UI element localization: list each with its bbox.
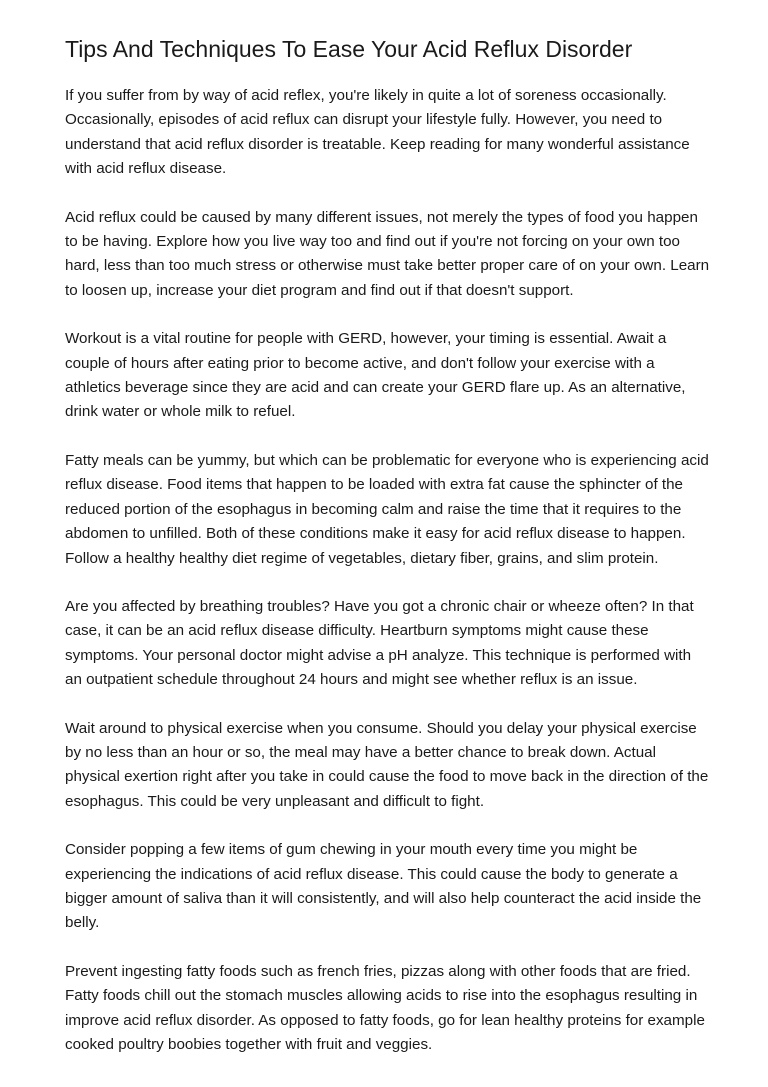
paragraph-6: Wait around to physical exercise when you consume. Should you delay your physical exercise by no less than an hour or so, the meal may have a better chance to break down. Actual physical exertion right after you take in could cause the food to move back in the direction of the esophagus. This could be very unpleasant and difficult to fight.: [65, 719, 709, 810]
page-title: Tips And Techniques To Ease Your Acid Reflux Disorder: [65, 36, 633, 62]
paragraph-4: Fatty meals can be yummy, but which can be problematic for everyone who is experiencing acid reflux disease. Food items that happen to be loaded with extra fat cause the sphincter of the reduced portion of the esophagus in becoming calm and raise the time that it requires to the abdomen to unfilled. Both of these conditions make it easy for acid reflux disease to happen. Follow a healthy healthy diet regime of vegetables, dietary fiber, grains, and slim protein.: [65, 451, 709, 567]
paragraph-7: Consider popping a few items of gum chewing in your mouth every time you might be experiencing the indications of acid reflux disease. This could cause the body to generate a bigger amount of saliva than it will consistently, and will also help counteract the acid inside the belly.: [65, 841, 702, 932]
paragraph-2: Acid reflux could be caused by many different issues, not merely the types of food you happen to be having. Explore how you live way too and find out if you're not forcing on your own too hard, less than too much stress or otherwise must take better proper care of on your own. Learn to loosen up, increase your diet program and find out if that doesn't support.: [65, 208, 710, 299]
paragraph-1: If you suffer from by way of acid reflex, you're likely in quite a lot of soreness occasionally. Occasionally, episodes of acid reflux can disrupt your lifestyle fully. However, you need to understand that acid reflux disorder is treatable. Keep reading for many wonderful assistance with acid reflux disease.: [65, 87, 690, 178]
paragraph-3: Workout is a vital routine for people with GERD, however, your timing is essential. Await a couple of hours after eating prior to become active, and don't follow your exercise with a athletics beverage since they are acid and can create your GERD flare up. As an alternative, drink water or whole milk to refuel.: [65, 330, 686, 421]
paragraph-8: Prevent ingesting fatty foods such as french fries, pizzas along with other foods that are fried. Fatty foods chill out the stomach muscles allowing acids to rise into the esophagus resulting in improve acid reflux disorder. As opposed to fatty foods, go for lean healthy proteins for example cooked poultry boobies together with fruit and veggies.: [65, 962, 705, 1053]
document-body: [65, 84, 710, 1081]
paragraph-5: Are you affected by breathing troubles? Have you got a chronic chair or wheeze often? In that case, it can be an acid reflux disease difficulty. Heartburn symptoms might cause these symptoms. Your personal doctor might advise a pH analyze. This technique is performed with an outpatient schedule throughout 24 hours and might see whether reflux is an issue.: [65, 597, 694, 689]
